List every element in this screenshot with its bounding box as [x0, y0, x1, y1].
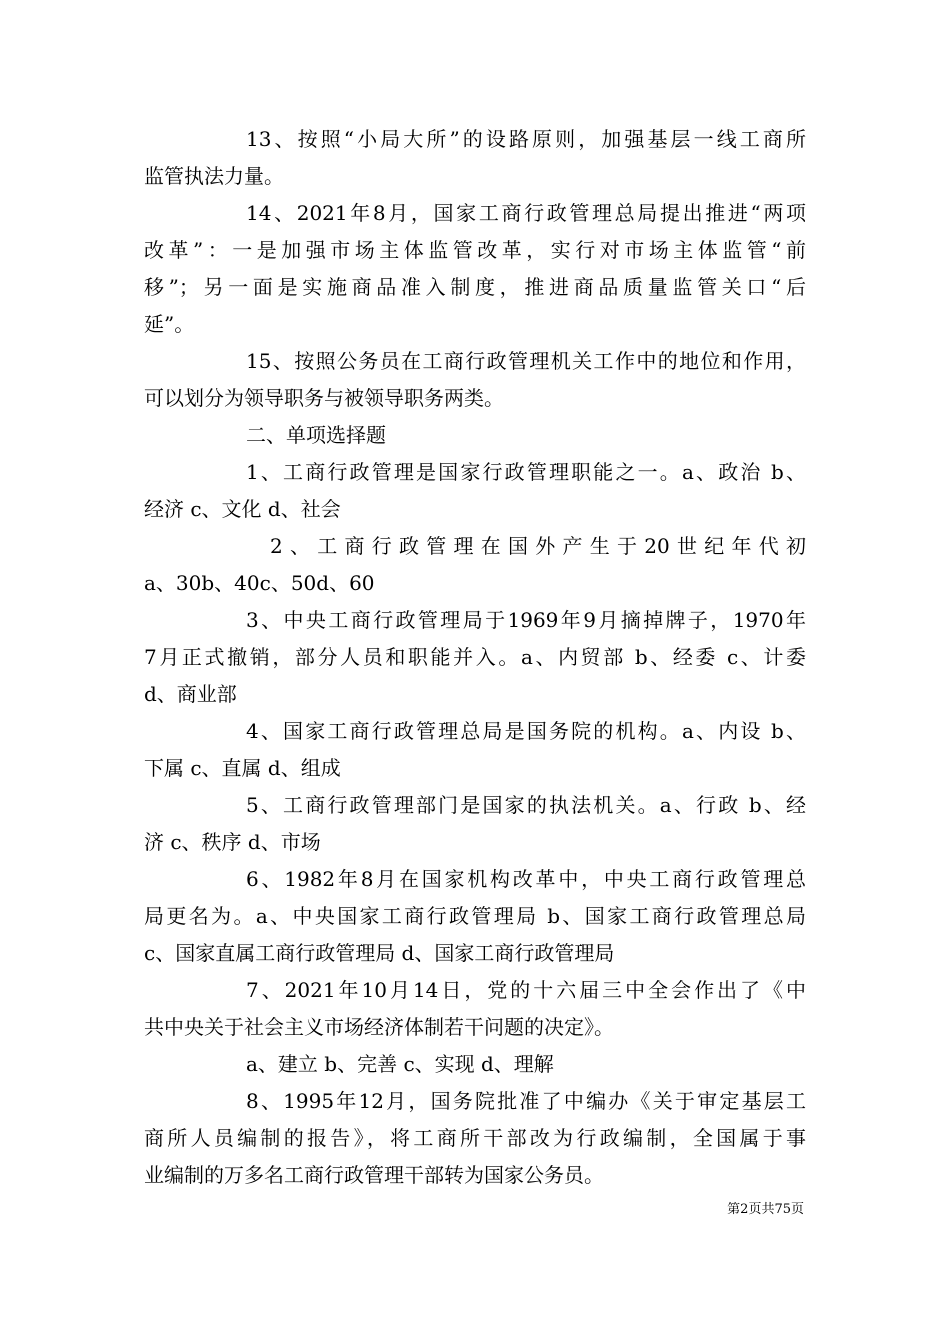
text-line: 14、2021年8月，国家工商行政管理总局提出推进“两项 [246, 201, 806, 225]
text-line: 3、中央工商行政管理局于1969年9月摘掉牌子，1970年 [246, 608, 806, 632]
text-line: 6、1982年8月在国家机构改革中，中央工商行政管理总 [246, 867, 806, 891]
page-number-footer: 第2页共75页 [727, 1202, 804, 1217]
text-line: 4、国家工商行政管理总局是国务院的机构。a、内设 b、 [246, 719, 806, 743]
text-line: a、30b、40c、50d、60 [144, 571, 375, 595]
text-line: 5、工商行政管理部门是国家的执法机关。a、行政 b、经 [246, 793, 806, 817]
text-line: 8、1995年12月，国务院批准了中编办《关于审定基层工 [246, 1089, 806, 1113]
text-line: 济 c、秩序 d、市场 [144, 830, 321, 854]
text-line: 可以划分为领导职务与被领导职务两类。 [144, 386, 504, 410]
text-line: 下属 c、直属 d、组成 [144, 756, 341, 780]
text-line: 经济 c、文化 d、社会 [144, 497, 341, 521]
text-line: 业编制的万多名工商行政管理干部转为国家公务员。 [144, 1163, 604, 1187]
text-line: 7、2021年10月14日，党的十六届三中全会作出了《中 [246, 978, 806, 1002]
text-line: 改革”：一是加强市场主体监管改革，实行对市场主体监管“前 [144, 238, 806, 262]
text-line: 15、按照公务员在工商行政管理机关工作中的地位和作用， [246, 349, 806, 373]
text-line: 监管执法力量。 [144, 164, 284, 188]
section-heading: 二、单项选择题 [246, 423, 386, 447]
text-line: 共中央关于社会主义市场经济体制若干问题的决定》。 [144, 1015, 614, 1039]
text-line: 商所人员编制的报告》，将工商所干部改为行政编制，全国属于事 [144, 1126, 806, 1150]
text-line: 7月正式撤销，部分人员和职能并入。a、内贸部 b、经委 c、计委 [144, 645, 806, 669]
text-line: 移”；另一面是实施商品准入制度，推进商品质量监管关口“后 [144, 275, 806, 299]
text-line: d、商业部 [144, 682, 237, 706]
text-line: 1、工商行政管理是国家行政管理职能之一。a、政治 b、 [246, 460, 806, 484]
text-line: 延”。 [144, 312, 195, 336]
text-line: 2、工商行政管理在国外产生于20世纪年代初 [270, 534, 806, 558]
text-line: a、建立 b、完善 c、实现 d、理解 [246, 1052, 554, 1076]
text-line: c、国家直属工商行政管理局 d、国家工商行政管理局 [144, 941, 615, 965]
text-line: 13、按照“小局大所”的设路原则，加强基层一线工商所 [246, 127, 806, 151]
text-line: 局更名为。a、中央国家工商行政管理局 b、国家工商行政管理总局 [144, 904, 806, 928]
